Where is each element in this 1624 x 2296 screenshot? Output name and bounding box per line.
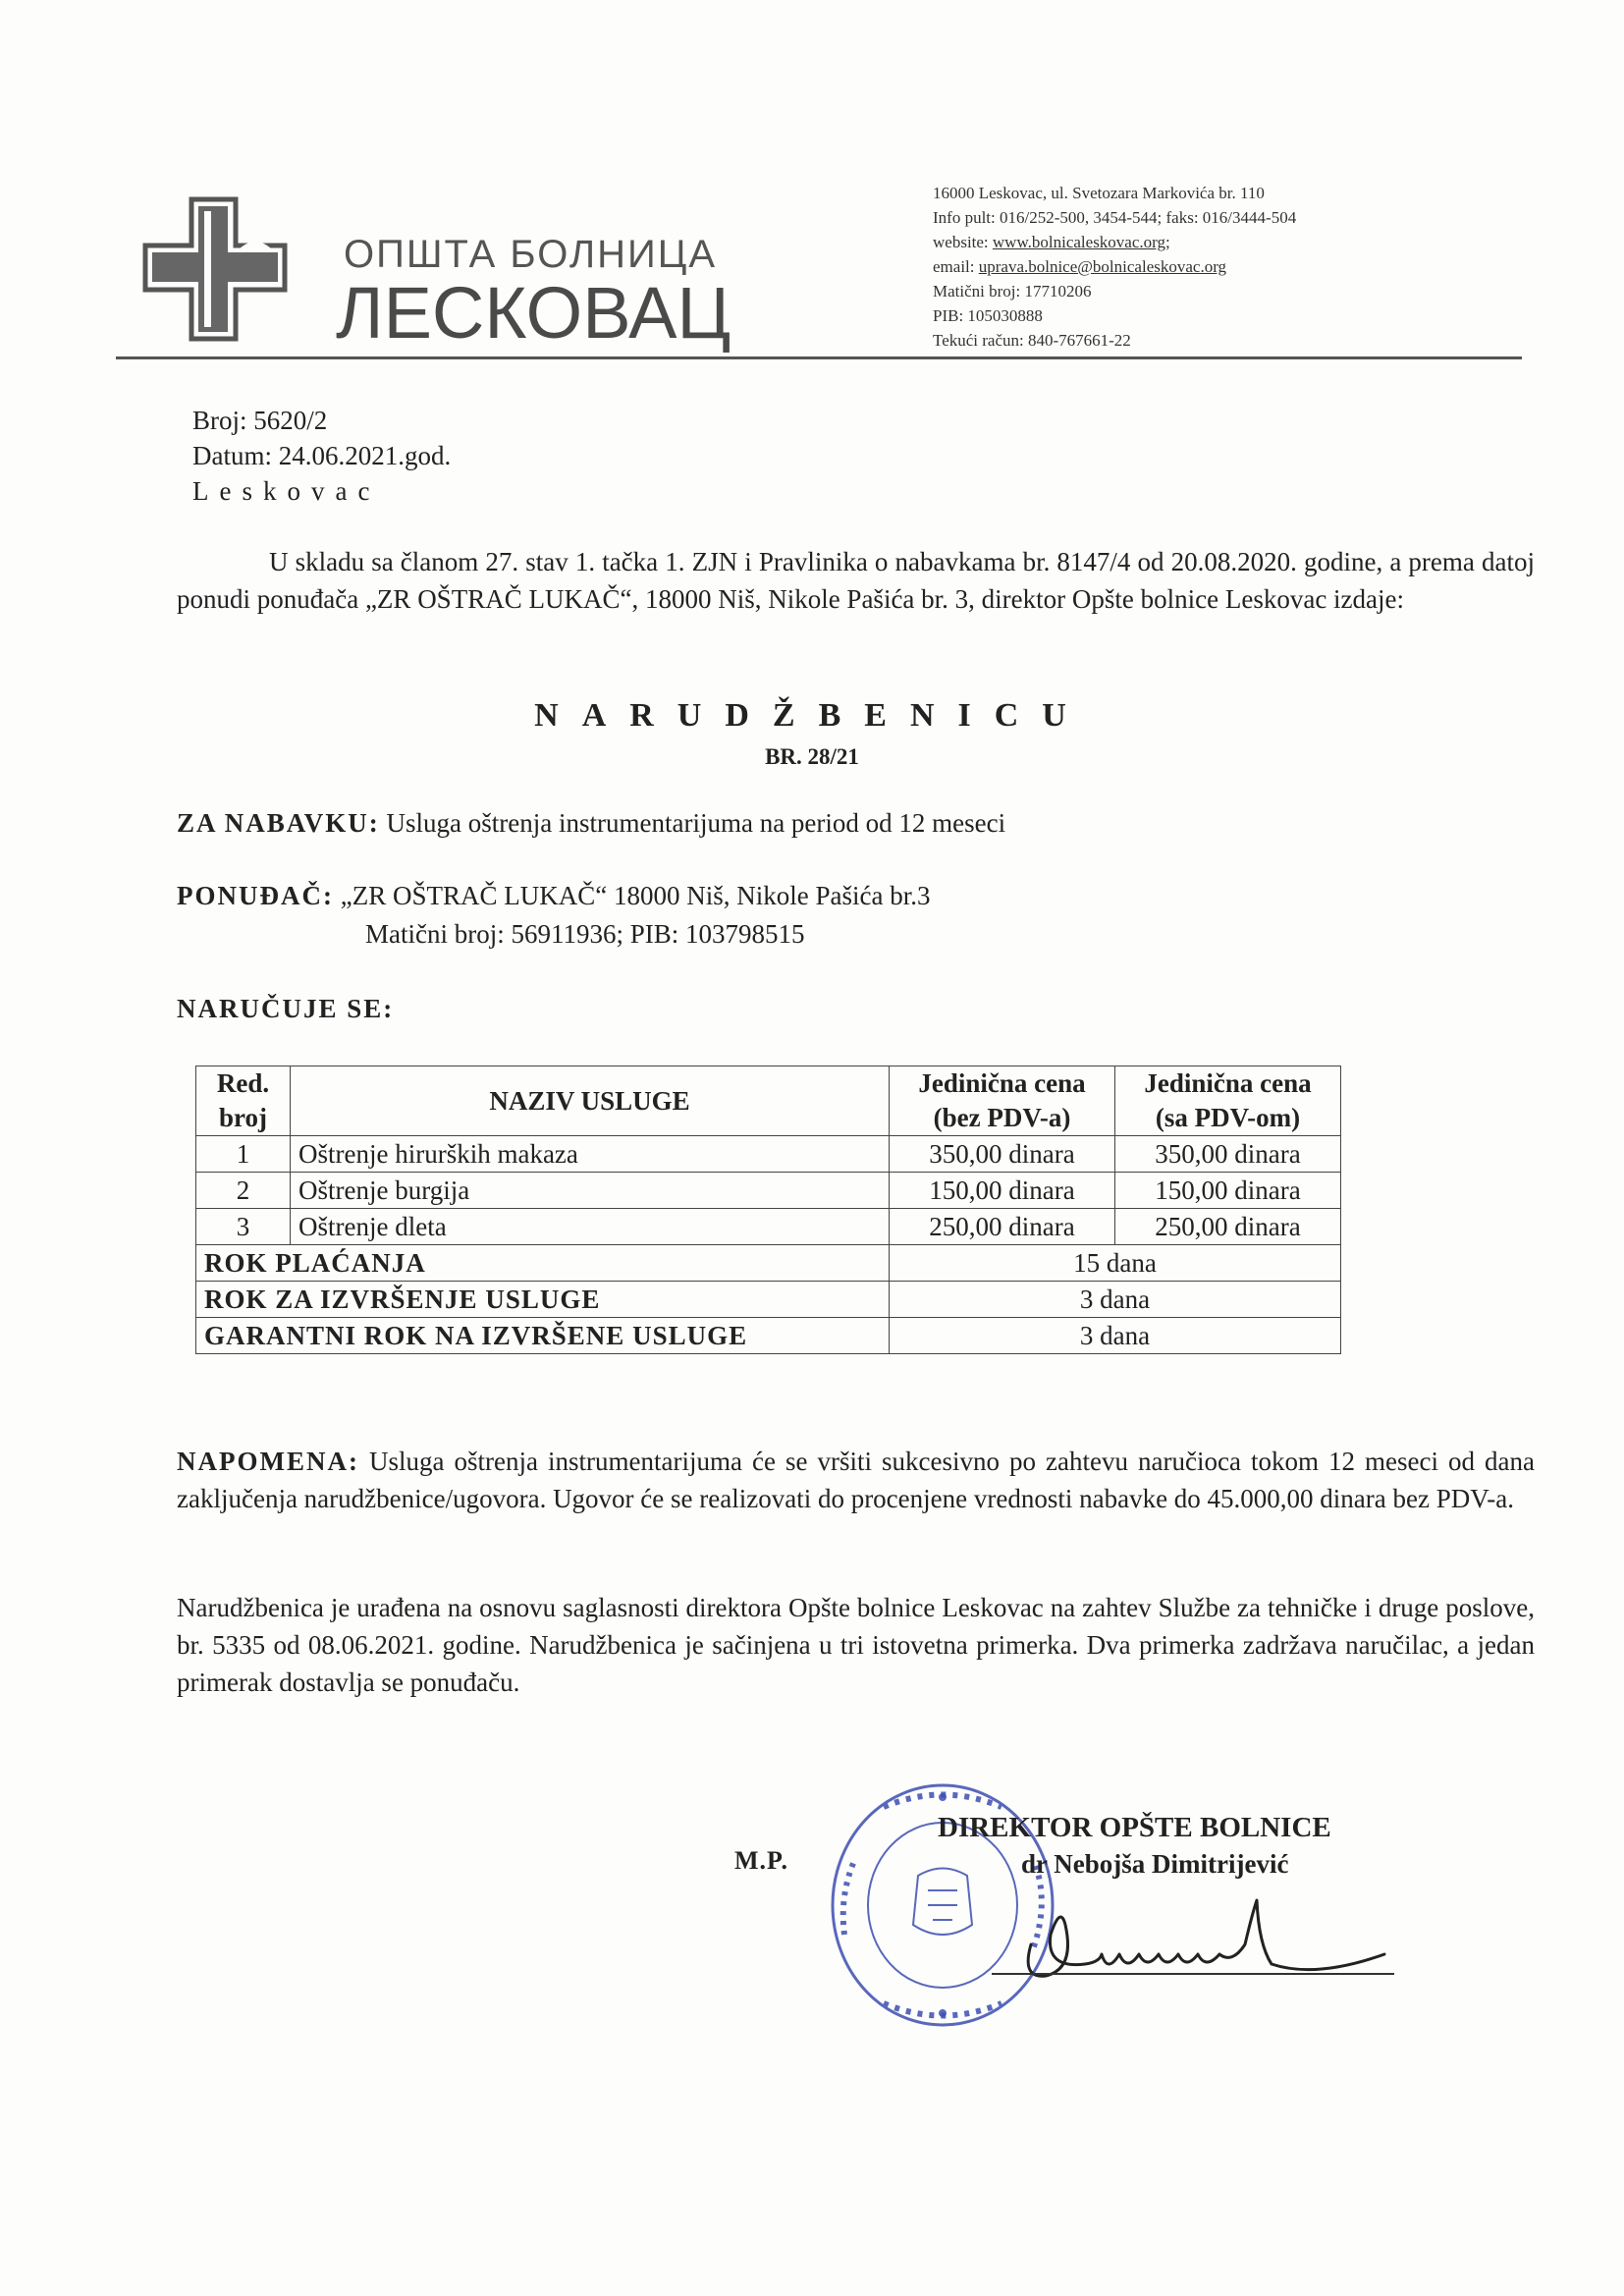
header-bez-pdv: Jedinična cena (bez PDV-a) xyxy=(890,1066,1115,1136)
term-row xyxy=(196,1318,1341,1354)
term-value: 15 dana xyxy=(890,1245,1341,1282)
napomena-label: NAPOMENA: xyxy=(177,1447,359,1476)
handwritten-signature xyxy=(992,1886,1394,1994)
napomena-paragraph xyxy=(177,1443,1535,1517)
hospital-name-line2: ЛЕСКОВАЦ xyxy=(336,272,731,354)
table-row xyxy=(196,1173,1341,1209)
doc-date: Datum: 24.06.2021.god. xyxy=(192,441,452,470)
table-row xyxy=(196,1136,1341,1173)
ponudjac-line1: „ZR OŠTRAČ LUKAČ“ 18000 Niš, Nikole Pašića br.3 xyxy=(340,881,931,910)
naruchuje-label: NARUČUJE SE: xyxy=(177,994,395,1023)
hospital-name-line1: ОПШТА БОЛНИЦА xyxy=(344,233,718,276)
row-service: Oštrenje burgija xyxy=(291,1173,890,1209)
term-label: GARANTNI ROK NA IZVRŠENE USLUGE xyxy=(196,1318,890,1354)
header-sa-pdv: Jedinična cena (sa PDV-om) xyxy=(1115,1066,1341,1136)
contact-address: 16000 Leskovac, ul. Svetozara Markovića br. 110 xyxy=(933,184,1265,202)
director-title: DIREKTOR OPŠTE BOLNICE xyxy=(938,1812,1331,1843)
table-header-row xyxy=(196,1066,1341,1136)
doc-place: Leskovac xyxy=(192,476,381,506)
ponudjac-row xyxy=(177,881,930,911)
contact-phones: Info pult: 016/252-500, 3454-544; faks: 016/3444-504 xyxy=(933,208,1297,227)
row-price-bez: 350,00 dinara xyxy=(890,1136,1115,1173)
contact-block xyxy=(933,181,1296,353)
hospital-cross-logo xyxy=(137,191,295,349)
email-label: email: xyxy=(933,257,975,276)
contact-email-row xyxy=(933,254,1296,279)
row-price-sa: 350,00 dinara xyxy=(1115,1136,1341,1173)
document-title: NARUDŽBENICU xyxy=(534,697,1090,734)
term-label: ROK PLAĆANJA xyxy=(196,1245,890,1282)
order-table xyxy=(195,1066,1341,1354)
term-label: ROK ZA IZVRŠENJE USLUGE xyxy=(196,1282,890,1318)
row-service: Oštrenje hirurških makaza xyxy=(291,1136,890,1173)
row-price-bez: 250,00 dinara xyxy=(890,1209,1115,1245)
website-label: website: xyxy=(933,233,989,251)
nabavka-row xyxy=(177,808,1005,839)
term-value: 3 dana xyxy=(890,1282,1341,1318)
signature-line xyxy=(992,1973,1394,1975)
ponudjac-line2: Matični broj: 56911936; PIB: 103798515 xyxy=(365,919,805,949)
email-link[interactable]: uprava.bolnice@bolnicaleskovac.org xyxy=(978,257,1227,276)
ponudjac-label: PONUĐAČ: xyxy=(177,881,334,910)
header-naziv: NAZIV USLUGE xyxy=(291,1066,890,1136)
contact-tekuci: Tekući račun: 840-767661-22 xyxy=(933,331,1131,350)
header-red-broj: Red. broj xyxy=(196,1066,291,1136)
row-number: 2 xyxy=(196,1173,291,1209)
document-subtitle: BR. 28/21 xyxy=(765,744,859,769)
row-service: Oštrenje dleta xyxy=(291,1209,890,1245)
row-price-sa: 250,00 dinara xyxy=(1115,1209,1341,1245)
term-row xyxy=(196,1282,1341,1318)
row-price-bez: 150,00 dinara xyxy=(890,1173,1115,1209)
nabavka-label: ZA NABAVKU: xyxy=(177,808,380,838)
mp-label: M.P. xyxy=(734,1846,789,1875)
intro-text: U skladu sa članom 27. stav 1. tačka 1. ZJN i Pravlinika o nabavkama br. 8147/4 od 20.08.2020. godine, a prema datoj ponudi ponuđača „ZR OŠTRAČ LUKAČ“, 18000 Niš, Nikole Pašića br. 3, direktor Opšte bolnice Leskovac izdaje: xyxy=(177,547,1535,614)
intro-paragraph xyxy=(177,543,1535,618)
contact-pib: PIB: 105030888 xyxy=(933,306,1043,325)
term-row xyxy=(196,1245,1341,1282)
row-number: 1 xyxy=(196,1136,291,1173)
closing-paragraph: Narudžbenica je urađena na osnovu saglasnosti direktora Opšte bolnice Leskovac na zahtev Službe za tehničke i druge poslove, br. 5335 od 08.06.2021. godine. Narudžbenica je sačinjena u tri istovetna primerka. Dva primerka zadržava naručilac, a jedan primerak dostavlja se ponuđaču. xyxy=(177,1593,1535,1697)
napomena-text: Usluga oštrenja instrumentarijuma će se vršiti sukcesivno po zahtevu naručioca tokom 12 meseci od dana zaključenja narudžbenice/ugovora. Ugovor će se realizovati do procenjene vrednosti nabavke do 45.000,00 dinara bez PDV-a. xyxy=(177,1447,1536,1513)
contact-website-row: website: www.bolnicaleskovac.org; xyxy=(933,233,1170,251)
nabavka-value: Usluga oštrenja instrumentarijuma na period od 12 meseci xyxy=(386,808,1006,838)
website-link[interactable]: www.bolnicaleskovac.org xyxy=(992,233,1165,251)
header-divider xyxy=(116,356,1522,359)
document-meta xyxy=(192,403,451,509)
contact-maticni: Matični broj: 17710206 xyxy=(933,282,1092,301)
doc-number: Broj: 5620/2 xyxy=(192,406,328,435)
row-number: 3 xyxy=(196,1209,291,1245)
term-value: 3 dana xyxy=(890,1318,1341,1354)
director-name: dr Nebojša Dimitrijević xyxy=(1021,1849,1289,1879)
row-price-sa: 150,00 dinara xyxy=(1115,1173,1341,1209)
table-row xyxy=(196,1209,1341,1245)
